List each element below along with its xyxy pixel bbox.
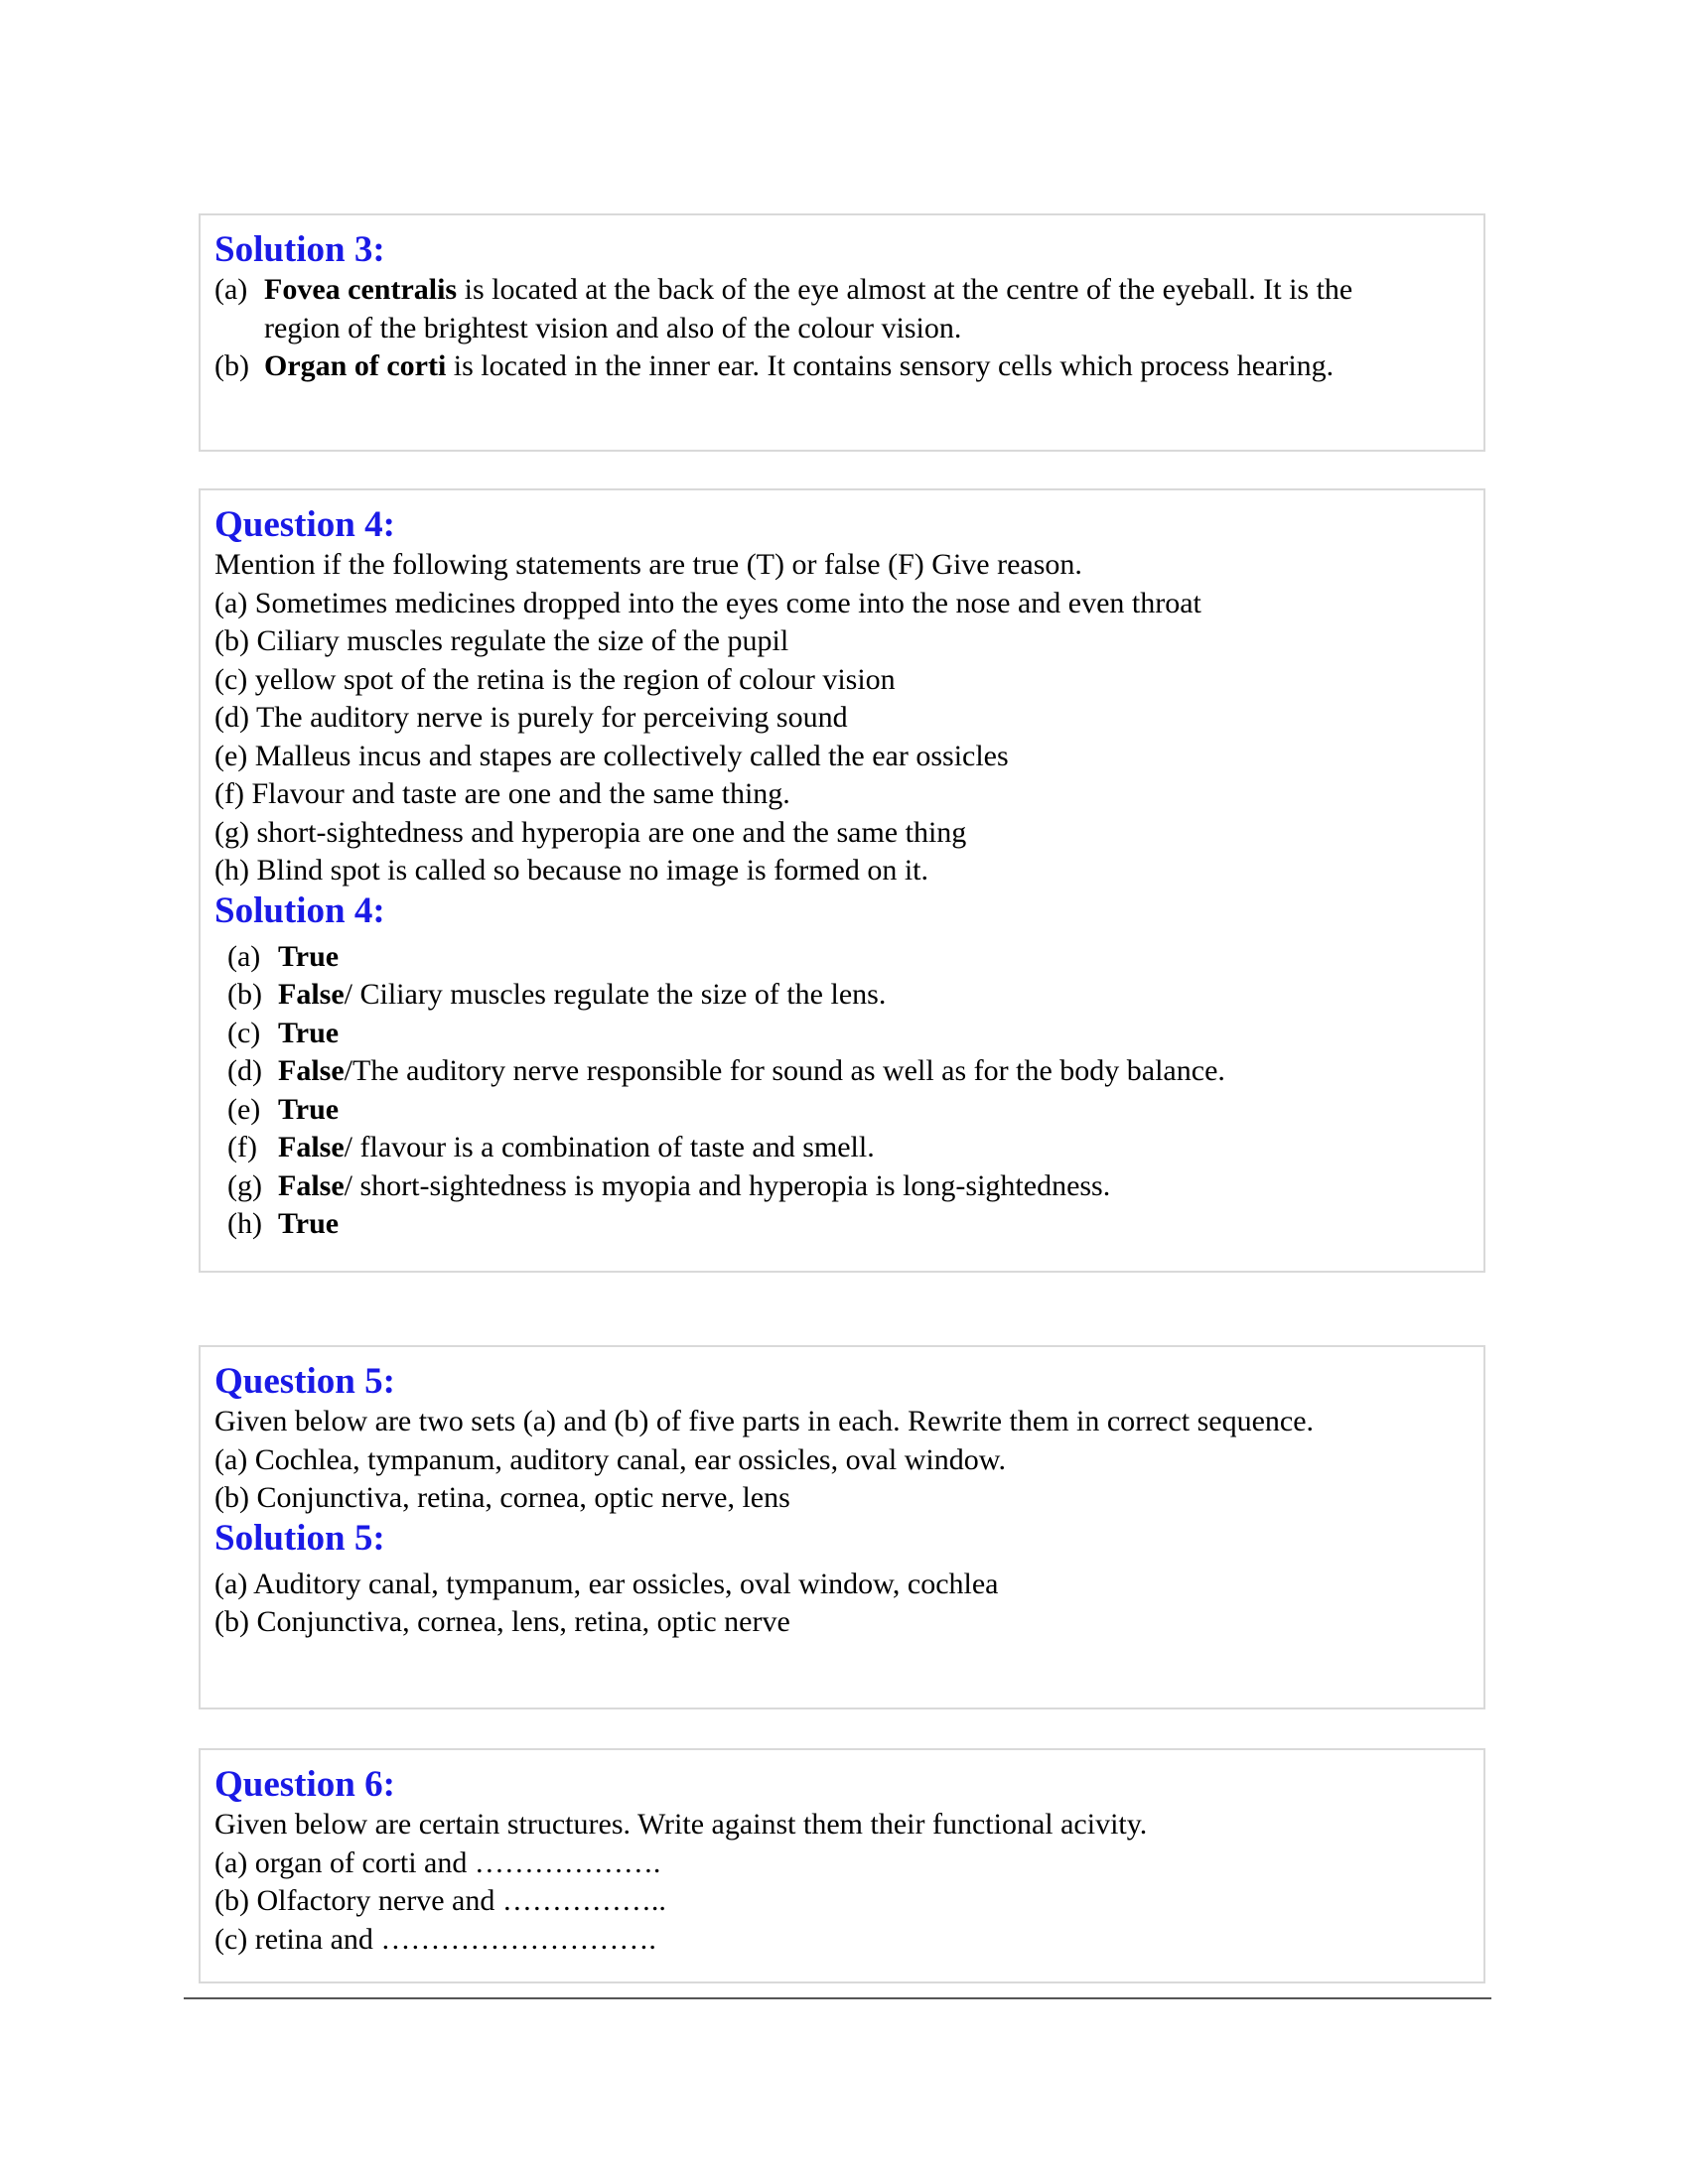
solution-4-item: (f) False/ flavour is a combination of taste and smell. [227, 1131, 875, 1163]
solution-3-heading: Solution 3: [214, 229, 385, 270]
solution-4-item: (e) True [227, 1092, 340, 1126]
question-6-item: (b) Olfactory nerve and …………….. [214, 1884, 666, 1917]
question-4-item: (e) Malleus incus and stapes are collectively called the ear ossicles [214, 739, 1009, 772]
question-6-item: (a) organ of corti and ………………. [214, 1845, 661, 1879]
question-5-box [199, 1345, 1485, 1709]
question-4-item: (h) Blind spot is called so because no image is formed on it. [214, 854, 929, 887]
question-5-item: (b) Conjunctiva, retina, cornea, optic nerve, lens [214, 1481, 790, 1514]
question-5-item: (a) Cochlea, tympanum, auditory canal, ear ossicles, oval window. [214, 1442, 1006, 1476]
solution-4-item: (a) True [227, 939, 340, 973]
question-6-item: (c) retina and ………………………. [214, 1922, 656, 1956]
solution-4-item: (g) False/ short-sightedness is myopia and hyperopia is long-sightedness. [227, 1168, 1111, 1202]
question-4-box [199, 488, 1485, 1273]
question-4-item: (b) Ciliary muscles regulate the size of the pupil [214, 624, 789, 657]
question-5-heading: Question 5: [214, 1361, 395, 1402]
page-footer-rule [184, 1997, 1491, 1999]
question-4-item: (f) Flavour and taste are one and the same thing. [214, 777, 790, 810]
solution-4-item: (c) True [227, 1016, 340, 1049]
solution-3-item-b: (b) Organ of corti is located in the inner ear. It contains sensory cells which process hearing. [214, 349, 1335, 382]
question-5-intro: Given below are two sets (a) and (b) of five parts in each. Rewrite them in correct sequence. [214, 1405, 1315, 1437]
solution-3-box [199, 213, 1485, 452]
question-4-item: (d) The auditory nerve is purely for perceiving sound [214, 701, 848, 734]
solution-4-item: (b) False/ Ciliary muscles regulate the size of the lens. [227, 978, 887, 1011]
solution-3-item-a: (a) Fovea centralis is located at the back of the eye almost at the centre of the eyeball. It is the region of the brightest vision and also of the colour vision. [214, 273, 1353, 344]
question-4-item: (a) Sometimes medicines dropped into the eyes come into the nose and even throat [214, 586, 1201, 619]
question-6-box [199, 1748, 1485, 1983]
term-fovea-centralis: Fovea centralis [264, 273, 458, 306]
question-4-heading: Question 4: [214, 504, 395, 545]
question-6-intro: Given below are certain structures. Write against them their functional acivity. [214, 1808, 1148, 1841]
solution-4-item: (h) True [227, 1207, 340, 1240]
solution-5-item: (a) Auditory canal, tympanum, ear ossicles, oval window, cochlea [214, 1567, 999, 1600]
term-organ-of-corti: Organ of corti [264, 349, 447, 382]
solution-4-heading: Solution 4: [214, 889, 385, 931]
question-4-item: (g) short-sightedness and hyperopia are one and the same thing [214, 815, 967, 849]
question-4-intro: Mention if the following statements are true (T) or false (F) Give reason. [214, 548, 1082, 581]
solution-5-heading: Solution 5: [214, 1517, 385, 1559]
question-6-heading: Question 6: [214, 1764, 395, 1805]
question-4-item: (c) yellow spot of the retina is the region of colour vision [214, 662, 896, 696]
solution-5-item: (b) Conjunctiva, cornea, lens, retina, optic nerve [214, 1605, 790, 1638]
solution-4-item: (d) False/The auditory nerve responsible for sound as well as for the body balance. [227, 1054, 1225, 1087]
